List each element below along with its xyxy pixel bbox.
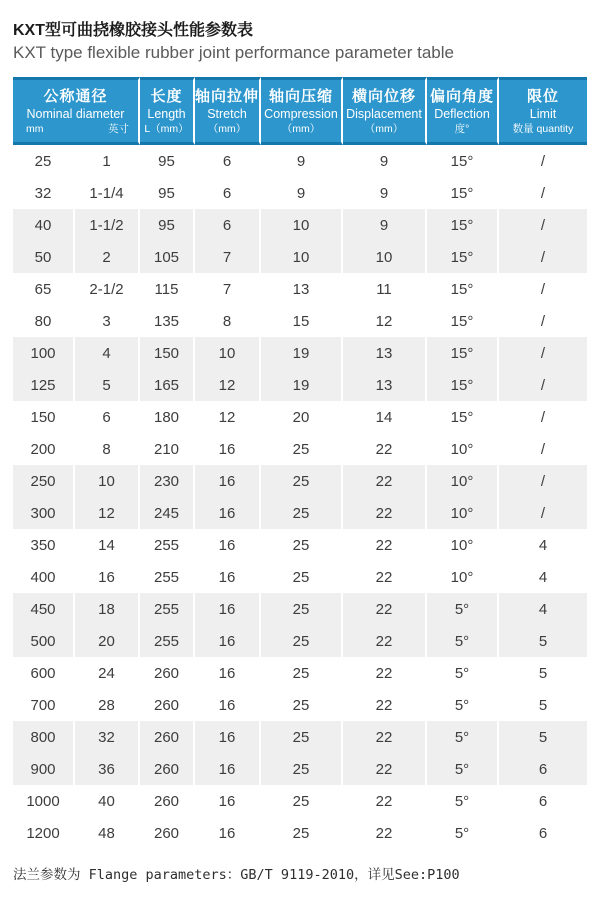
table-cell: 28 xyxy=(75,689,140,721)
table-row xyxy=(13,689,587,721)
table-cell: 1-1/2 xyxy=(75,209,140,241)
page-title: KXT型可曲挠橡胶接头性能参数表 xyxy=(13,22,254,39)
table-cell: / xyxy=(499,369,587,401)
table-cell: 5 xyxy=(499,625,587,657)
table-cell: 400 xyxy=(13,561,75,593)
table-cell: 95 xyxy=(140,177,195,209)
table-cell: 13 xyxy=(343,369,427,401)
header-length-en: Length xyxy=(147,107,186,121)
table-cell: 700 xyxy=(13,689,75,721)
table-cell: 15° xyxy=(427,401,499,433)
table-row xyxy=(13,241,587,273)
table-cell: 165 xyxy=(140,369,195,401)
table-cell: 10 xyxy=(195,337,261,369)
header-nominal-cn: 公称通径 xyxy=(43,88,108,105)
table-cell: 150 xyxy=(13,401,75,433)
table-cell: 22 xyxy=(343,753,427,785)
table-cell: 10° xyxy=(427,465,499,497)
table-cell: 25 xyxy=(13,145,75,177)
table-cell: 24 xyxy=(75,657,140,689)
table-cell: / xyxy=(499,209,587,241)
table-cell: 9 xyxy=(261,177,343,209)
table-cell: / xyxy=(499,433,587,465)
table-cell: 6 xyxy=(195,145,261,177)
table-cell: 5 xyxy=(499,689,587,721)
table-cell: 22 xyxy=(343,625,427,657)
table-cell: 19 xyxy=(261,337,343,369)
table-row xyxy=(13,177,587,209)
table-cell: 32 xyxy=(13,177,75,209)
table-cell: 15 xyxy=(261,305,343,337)
table-cell: 6 xyxy=(75,401,140,433)
table-cell: 9 xyxy=(343,177,427,209)
table-cell: / xyxy=(499,497,587,529)
header-displacement xyxy=(343,77,427,145)
table-row xyxy=(13,753,587,785)
table-cell: 2-1/2 xyxy=(75,273,140,305)
table-row xyxy=(13,433,587,465)
table-cell: 5° xyxy=(427,817,499,849)
table-cell: 255 xyxy=(140,561,195,593)
table-cell: 1 xyxy=(75,145,140,177)
table-cell: 245 xyxy=(140,497,195,529)
header-stretch-en: Stretch xyxy=(207,107,247,121)
table-cell: 15° xyxy=(427,337,499,369)
table-cell: 5° xyxy=(427,593,499,625)
table-row xyxy=(13,785,587,817)
table-cell: 5° xyxy=(427,721,499,753)
page-subtitle: KXT type flexible rubber joint performance parameter table xyxy=(13,43,454,62)
table-cell: 4 xyxy=(499,561,587,593)
table-cell: 6 xyxy=(499,753,587,785)
table-cell: 260 xyxy=(140,721,195,753)
table-cell: 95 xyxy=(140,209,195,241)
header-unit-inch: 英寸 xyxy=(108,123,129,135)
table-cell: 255 xyxy=(140,529,195,561)
table-cell: 25 xyxy=(261,657,343,689)
table-cell: 16 xyxy=(195,657,261,689)
header-displacement-unit: （mm） xyxy=(364,123,404,135)
table-cell: 22 xyxy=(343,657,427,689)
table-cell: 260 xyxy=(140,689,195,721)
table-cell: 16 xyxy=(195,753,261,785)
table-row xyxy=(13,465,587,497)
table-cell: 10° xyxy=(427,561,499,593)
table-cell: 250 xyxy=(13,465,75,497)
table-cell: 6 xyxy=(195,177,261,209)
table-cell: 50 xyxy=(13,241,75,273)
table-cell: 16 xyxy=(195,433,261,465)
table-cell: 16 xyxy=(195,817,261,849)
header-nominal-diameter xyxy=(13,77,140,145)
table-cell: 450 xyxy=(13,593,75,625)
header-nominal-units xyxy=(13,122,138,136)
header-limit-unit: 数量 quantity xyxy=(512,123,574,135)
table-cell: 25 xyxy=(261,625,343,657)
table-cell: 25 xyxy=(261,433,343,465)
table-cell: 16 xyxy=(195,561,261,593)
table-cell: 3 xyxy=(75,305,140,337)
table-cell: 22 xyxy=(343,689,427,721)
table-cell: 16 xyxy=(195,529,261,561)
table-cell: 40 xyxy=(75,785,140,817)
table-cell: 6 xyxy=(499,817,587,849)
table-cell: 9 xyxy=(261,145,343,177)
table-cell: 260 xyxy=(140,817,195,849)
table-cell: 5° xyxy=(427,625,499,657)
table-row xyxy=(13,369,587,401)
table-header xyxy=(13,77,587,145)
header-limit-en: Limit xyxy=(529,107,557,121)
table-cell: 95 xyxy=(140,145,195,177)
table-cell: 25 xyxy=(261,817,343,849)
table-cell: 65 xyxy=(13,273,75,305)
table-cell: 1000 xyxy=(13,785,75,817)
table-cell: 10 xyxy=(261,241,343,273)
table-cell: 200 xyxy=(13,433,75,465)
header-length-unit: L（mm） xyxy=(144,123,189,135)
header-displacement-en: Displacement xyxy=(346,107,422,121)
table-cell: 4 xyxy=(499,529,587,561)
table-cell: 40 xyxy=(13,209,75,241)
table-cell: 14 xyxy=(343,401,427,433)
table-cell: 5° xyxy=(427,689,499,721)
table-cell: 14 xyxy=(75,529,140,561)
header-stretch-unit: （mm） xyxy=(207,123,247,135)
table-cell: 260 xyxy=(140,753,195,785)
table-cell: 230 xyxy=(140,465,195,497)
table-cell: 22 xyxy=(343,817,427,849)
table-row xyxy=(13,337,587,369)
table-cell: 22 xyxy=(343,785,427,817)
table-row xyxy=(13,721,587,753)
table-cell: 600 xyxy=(13,657,75,689)
table-body xyxy=(13,145,587,849)
table-cell: 20 xyxy=(75,625,140,657)
header-deflection xyxy=(427,77,499,145)
table-cell: 9 xyxy=(343,145,427,177)
table-cell: 15° xyxy=(427,209,499,241)
table-cell: 25 xyxy=(261,529,343,561)
table-cell: 15° xyxy=(427,273,499,305)
table-cell: 150 xyxy=(140,337,195,369)
table-cell: / xyxy=(499,337,587,369)
header-compression xyxy=(261,77,343,145)
header-compression-cn: 轴向压缩 xyxy=(268,88,333,105)
header-unit-mm: mm xyxy=(26,123,44,135)
table-cell: 1-1/4 xyxy=(75,177,140,209)
table-cell: / xyxy=(499,305,587,337)
table-row xyxy=(13,657,587,689)
header-limit-cn: 限位 xyxy=(526,88,559,105)
table-cell: 9 xyxy=(343,209,427,241)
table-cell: 15° xyxy=(427,305,499,337)
table-cell: / xyxy=(499,273,587,305)
header-nominal-en: Nominal diameter xyxy=(26,107,125,121)
footer-note: 法兰参数为 Flange parameters：GB/T 9119-2010，详见See:P100 xyxy=(13,867,460,883)
table-cell: / xyxy=(499,465,587,497)
table-row xyxy=(13,497,587,529)
table-cell: 8 xyxy=(75,433,140,465)
table-cell: 48 xyxy=(75,817,140,849)
table-cell: 5° xyxy=(427,657,499,689)
header-stretch xyxy=(195,77,261,145)
table-cell: 13 xyxy=(343,337,427,369)
table-cell: / xyxy=(499,401,587,433)
table-cell: 5 xyxy=(499,721,587,753)
table-cell: 8 xyxy=(195,305,261,337)
table-row xyxy=(13,593,587,625)
table-row xyxy=(13,817,587,849)
table-cell: 4 xyxy=(499,593,587,625)
table-cell: 25 xyxy=(261,561,343,593)
table-cell: 255 xyxy=(140,625,195,657)
table-cell: 12 xyxy=(343,305,427,337)
table-cell: 300 xyxy=(13,497,75,529)
table-cell: 36 xyxy=(75,753,140,785)
table-cell: 5 xyxy=(499,657,587,689)
table-cell: 16 xyxy=(195,689,261,721)
table-cell: 16 xyxy=(195,497,261,529)
table-cell: 7 xyxy=(195,273,261,305)
table-cell: 10° xyxy=(427,497,499,529)
table-cell: 105 xyxy=(140,241,195,273)
table-cell: 22 xyxy=(343,433,427,465)
table-cell: 6 xyxy=(195,209,261,241)
header-length xyxy=(140,77,195,145)
table-cell: 10 xyxy=(343,241,427,273)
table-cell: 5° xyxy=(427,753,499,785)
header-compression-en: Compression xyxy=(264,107,338,121)
table-cell: 80 xyxy=(13,305,75,337)
table-row xyxy=(13,529,587,561)
table-cell: 10 xyxy=(261,209,343,241)
table-cell: 25 xyxy=(261,785,343,817)
table-cell: 7 xyxy=(195,241,261,273)
header-length-cn: 长度 xyxy=(150,88,183,105)
header-deflection-cn: 偏向角度 xyxy=(429,88,494,105)
table-cell: 1200 xyxy=(13,817,75,849)
table-cell: 25 xyxy=(261,721,343,753)
table-cell: 12 xyxy=(195,401,261,433)
table-cell: 22 xyxy=(343,497,427,529)
table-cell: 210 xyxy=(140,433,195,465)
table-cell: 16 xyxy=(195,465,261,497)
table-cell: 800 xyxy=(13,721,75,753)
table-cell: 15° xyxy=(427,369,499,401)
table-cell: 5 xyxy=(75,369,140,401)
header-deflection-unit: 度° xyxy=(454,123,470,135)
table-row xyxy=(13,209,587,241)
table-cell: 11 xyxy=(343,273,427,305)
table-cell: 22 xyxy=(343,529,427,561)
table-cell: 22 xyxy=(343,561,427,593)
table-cell: 100 xyxy=(13,337,75,369)
table-cell: 25 xyxy=(261,465,343,497)
table-cell: 20 xyxy=(261,401,343,433)
table-cell: 12 xyxy=(75,497,140,529)
table-cell: 15° xyxy=(427,241,499,273)
table-cell: 25 xyxy=(261,753,343,785)
header-limit xyxy=(499,77,587,145)
table-cell: 19 xyxy=(261,369,343,401)
table-cell: 260 xyxy=(140,785,195,817)
table-cell: 22 xyxy=(343,465,427,497)
table-cell: 135 xyxy=(140,305,195,337)
table-cell: 32 xyxy=(75,721,140,753)
table-cell: 5° xyxy=(427,785,499,817)
table-cell: 16 xyxy=(195,721,261,753)
table-cell: 16 xyxy=(195,593,261,625)
table-row xyxy=(13,625,587,657)
table-cell: 500 xyxy=(13,625,75,657)
table-cell: 12 xyxy=(195,369,261,401)
header-row xyxy=(13,77,587,145)
table-cell: 18 xyxy=(75,593,140,625)
table-cell: 10° xyxy=(427,433,499,465)
table-cell: 13 xyxy=(261,273,343,305)
table-cell: 22 xyxy=(343,721,427,753)
header-displacement-cn: 横向位移 xyxy=(351,88,416,105)
table-cell: 2 xyxy=(75,241,140,273)
table-cell: 10° xyxy=(427,529,499,561)
table-cell: 15° xyxy=(427,145,499,177)
table-cell: 16 xyxy=(75,561,140,593)
table-cell: 180 xyxy=(140,401,195,433)
table-cell: 115 xyxy=(140,273,195,305)
table-cell: 25 xyxy=(261,593,343,625)
table-cell: 16 xyxy=(195,625,261,657)
table-cell: 4 xyxy=(75,337,140,369)
table-cell: / xyxy=(499,177,587,209)
table-cell: 25 xyxy=(261,497,343,529)
table-cell: 15° xyxy=(427,177,499,209)
table-row xyxy=(13,561,587,593)
table-cell: 22 xyxy=(343,593,427,625)
header-deflection-en: Deflection xyxy=(434,107,490,121)
table-cell: 900 xyxy=(13,753,75,785)
header-compression-unit: （mm） xyxy=(281,123,321,135)
table-cell: 16 xyxy=(195,785,261,817)
table-cell: 6 xyxy=(499,785,587,817)
table-cell: 125 xyxy=(13,369,75,401)
table-row xyxy=(13,273,587,305)
table-cell: 350 xyxy=(13,529,75,561)
table-row xyxy=(13,305,587,337)
table-row xyxy=(13,401,587,433)
table-cell: / xyxy=(499,241,587,273)
table-cell: 260 xyxy=(140,657,195,689)
table-row xyxy=(13,145,587,177)
parameter-table xyxy=(13,77,587,849)
table-cell: 10 xyxy=(75,465,140,497)
table-cell: 25 xyxy=(261,689,343,721)
header-stretch-cn: 轴向拉伸 xyxy=(195,88,260,105)
table-cell: 255 xyxy=(140,593,195,625)
table-cell: / xyxy=(499,145,587,177)
